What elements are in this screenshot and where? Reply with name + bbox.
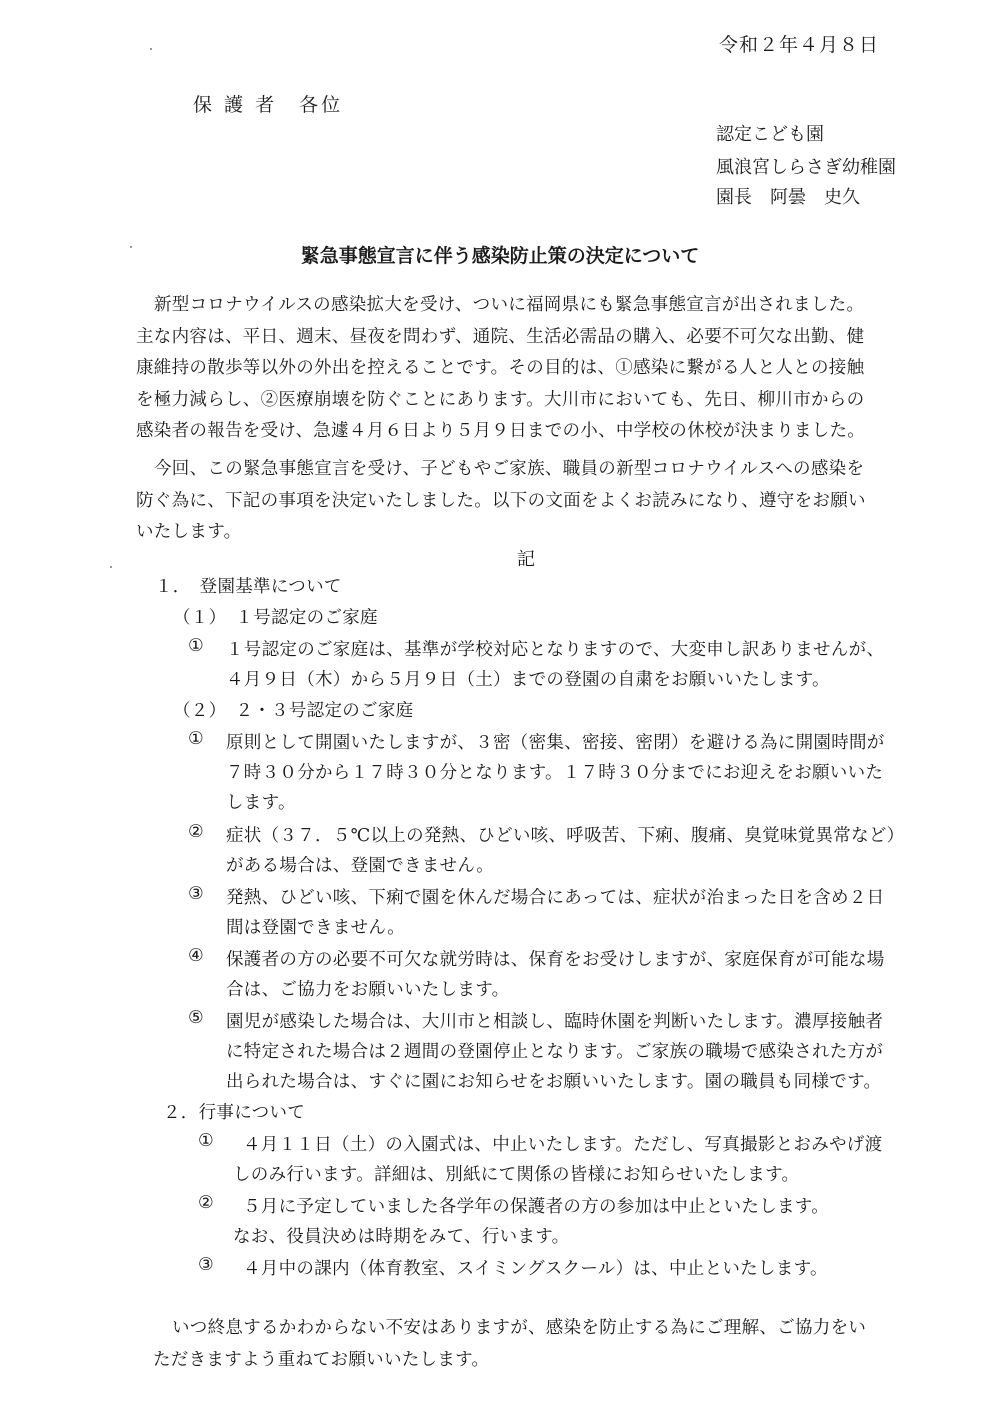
paragraph-line: ただきますよう重ねてお願いいたします。: [153, 1349, 490, 1370]
item-line: 園児が感染した場合は、大川市と相談し、臨時休園を判断いたします。濃厚接触者: [226, 1012, 884, 1032]
intro-paragraph-2: [136, 454, 906, 549]
paragraph-line: いつ終息するかわからない不安はありますが、感染を防止する為にご理解、ご協力をい: [172, 1318, 867, 1338]
ki-marker: 記: [517, 549, 535, 570]
item-line: 保護者の方の必要不可欠な就労時は、保育をお受けしますが、家庭保育が可能な場: [226, 950, 885, 970]
item-mark: ③: [188, 884, 204, 904]
paragraph-line: 今回、この緊急事態宣言を受け、子どもやご家族、職員の新型コロナウイルスへの感染を: [154, 459, 865, 479]
item-line: １号認定のご家庭は、基準が学校対応となりますので、大変申し訳ありませんが、: [226, 640, 885, 660]
item-line: ４月１１日（土）の入園式は、中止いたします。ただし、写真撮影とおみやげ渡: [243, 1135, 883, 1155]
paragraph-line: 主な内容は、平日、週末、昼夜を問わず、通院、生活必需品の購入、必要不可欠な出勤、健: [136, 326, 865, 347]
scan-speck: [110, 566, 112, 568]
intro-paragraph-1: [136, 290, 906, 448]
document-title: 緊急事態宣言に伴う感染防止策の決定について: [300, 245, 700, 267]
item-line: 合は、ご協力をお願いいたします。: [226, 980, 510, 1000]
item-line: ４月９日（木）から５月９日（土）までの登園の自粛をお願いいたします。: [226, 670, 830, 690]
subsection-2-heading: （２） ２・３号認定のご家庭: [173, 701, 414, 721]
item-mark: ④: [188, 946, 204, 966]
paragraph-line: を極力減らし、②医療崩壊を防ぐことにあります。大川市においても、先日、柳川市からの: [136, 389, 865, 410]
item-line: します。: [226, 793, 296, 813]
item-mark: ②: [188, 822, 204, 842]
item-line: ７時３０分から１７時３０分となります。１７時３０分までにお迎えをお願いいた: [226, 763, 884, 783]
closing-paragraph: [136, 1313, 906, 1376]
item-mark: ①: [198, 1131, 214, 1151]
paragraph-line: 新型コロナウイルスの感染拡大を受け、ついに福岡県にも緊急事態宣言が出されました。: [154, 295, 865, 315]
item-line: がある場合は、登園できません。: [226, 856, 495, 876]
item-line: なお、役員決めは時期をみて、行います。: [233, 1227, 570, 1247]
section-2-heading: ２．行事について: [163, 1103, 306, 1123]
item-mark: ①: [188, 636, 204, 656]
document-date: 令和２年４月８日: [719, 34, 880, 56]
item-mark: ③: [198, 1255, 214, 1275]
item-line: 出られた場合は、すぐに園にお知らせをお願いいたします。園の職員も同様です。: [226, 1072, 882, 1092]
item-mark: ⑤: [188, 1008, 204, 1028]
item-line: 間は登園できません。: [226, 918, 406, 938]
item-mark: ①: [188, 729, 204, 749]
sender-principal: 園長 阿曇 史久: [716, 187, 860, 208]
item-line: ４月中の課内（体育教室、スイミングスクール）は、中止といたします。: [243, 1259, 828, 1279]
item-line: 原則として開園いたしますが、３密（密集、密接、密閉）を避ける為に開園時間が: [226, 733, 885, 753]
paragraph-line: 康維持の散歩等以外の外出を控えることです。その目的は、①感染に繋がる人と人との接触: [136, 358, 865, 378]
item-line: ５月に予定していました各学年の保護者の方の参加は中止といたします。: [243, 1197, 829, 1217]
addressee: 保 護 者 各位: [193, 94, 344, 116]
sender-organization-name: 風浪宮しらさぎ幼稚園: [716, 157, 896, 178]
paragraph-line: 感染者の報告を受け、急遽４月６日より５月９日までの小、中学校の休校が決まりました。: [136, 421, 866, 441]
item-mark: ②: [198, 1193, 214, 1213]
item-line: 発熱、ひどい咳、下痢で園を休んだ場合にあっては、症状が治まった日を含め２日: [226, 888, 885, 908]
scan-speck: [130, 246, 132, 248]
scan-speck: [150, 48, 152, 50]
section-1-heading: １． 登園基準について: [155, 577, 342, 597]
item-line: 症状（３７．５℃以上の発熱、ひどい咳、呼吸苦、下痢、腹痛、臭覚味覚異常など）: [226, 826, 905, 846]
paragraph-line: 防ぐ為に、下記の事項を決定いたしました。以下の文面をよくお読みになり、遵守をお願い: [136, 490, 866, 511]
sender-organization-type: 認定こども園: [716, 124, 824, 145]
item-line: に特定された場合は２週間の登園停止となります。ご家族の職場で感染された方が: [226, 1042, 884, 1062]
subsection-1-heading: （１） １号認定のご家庭: [173, 608, 378, 628]
item-line: しのみ行います。詳細は、別紙にて関係の皆様にお知らせいたします。: [233, 1165, 800, 1185]
paragraph-line: いたします。: [136, 522, 242, 542]
